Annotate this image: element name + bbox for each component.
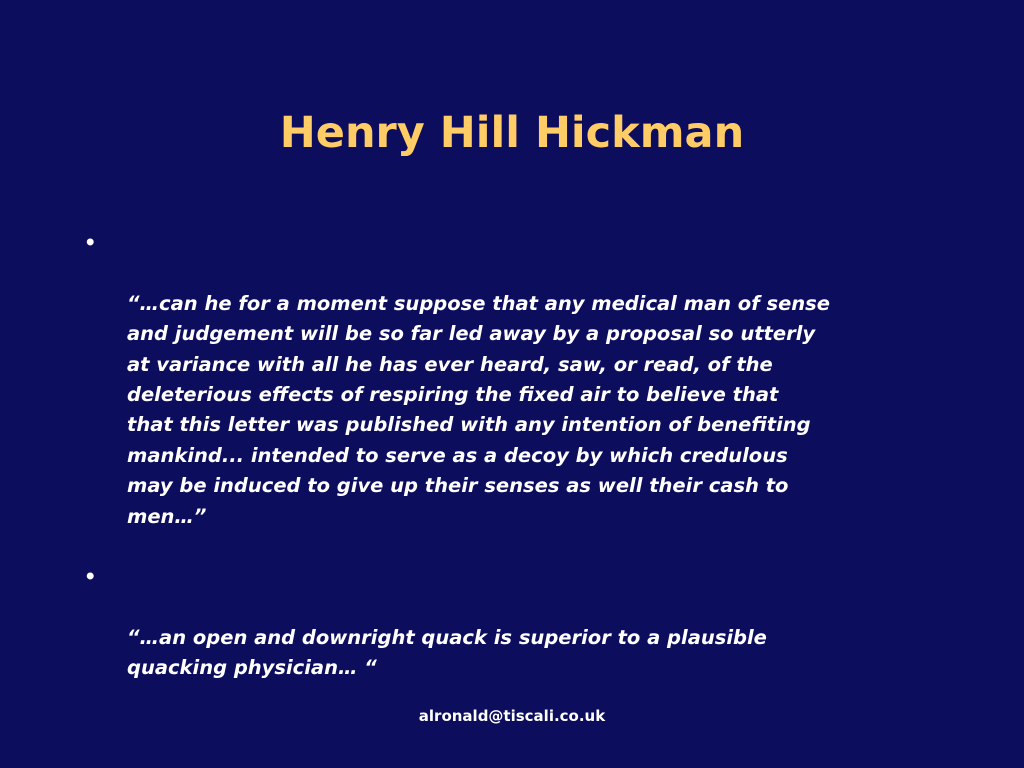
bullet-text: “…can he for a moment suppose that any medical man of sense and judgement will be so far led away by a proposal so utterly at variance with all he has ever heard, saw, or read, of the deleterious effects of respiring the fixed air to believe that that this letter was published with any intention of benefiting mankind... intended to serve as a decoy by which credulous may be induced to give up their senses as well their cash to men…” [127,291,831,528]
bullet-dot-icon: • [84,231,97,254]
footer-email: alronald@tiscali.co.uk [418,707,606,725]
slide-title: Henry Hill Hickman [279,108,745,158]
bullet-item [84,562,934,684]
bullet-item [84,228,934,532]
bullet-dot-icon: • [84,565,97,589]
bullet-list [84,228,934,714]
bullet-text: “…an open and downright quack is superior to a plausible quacking physician… “ [127,625,767,680]
